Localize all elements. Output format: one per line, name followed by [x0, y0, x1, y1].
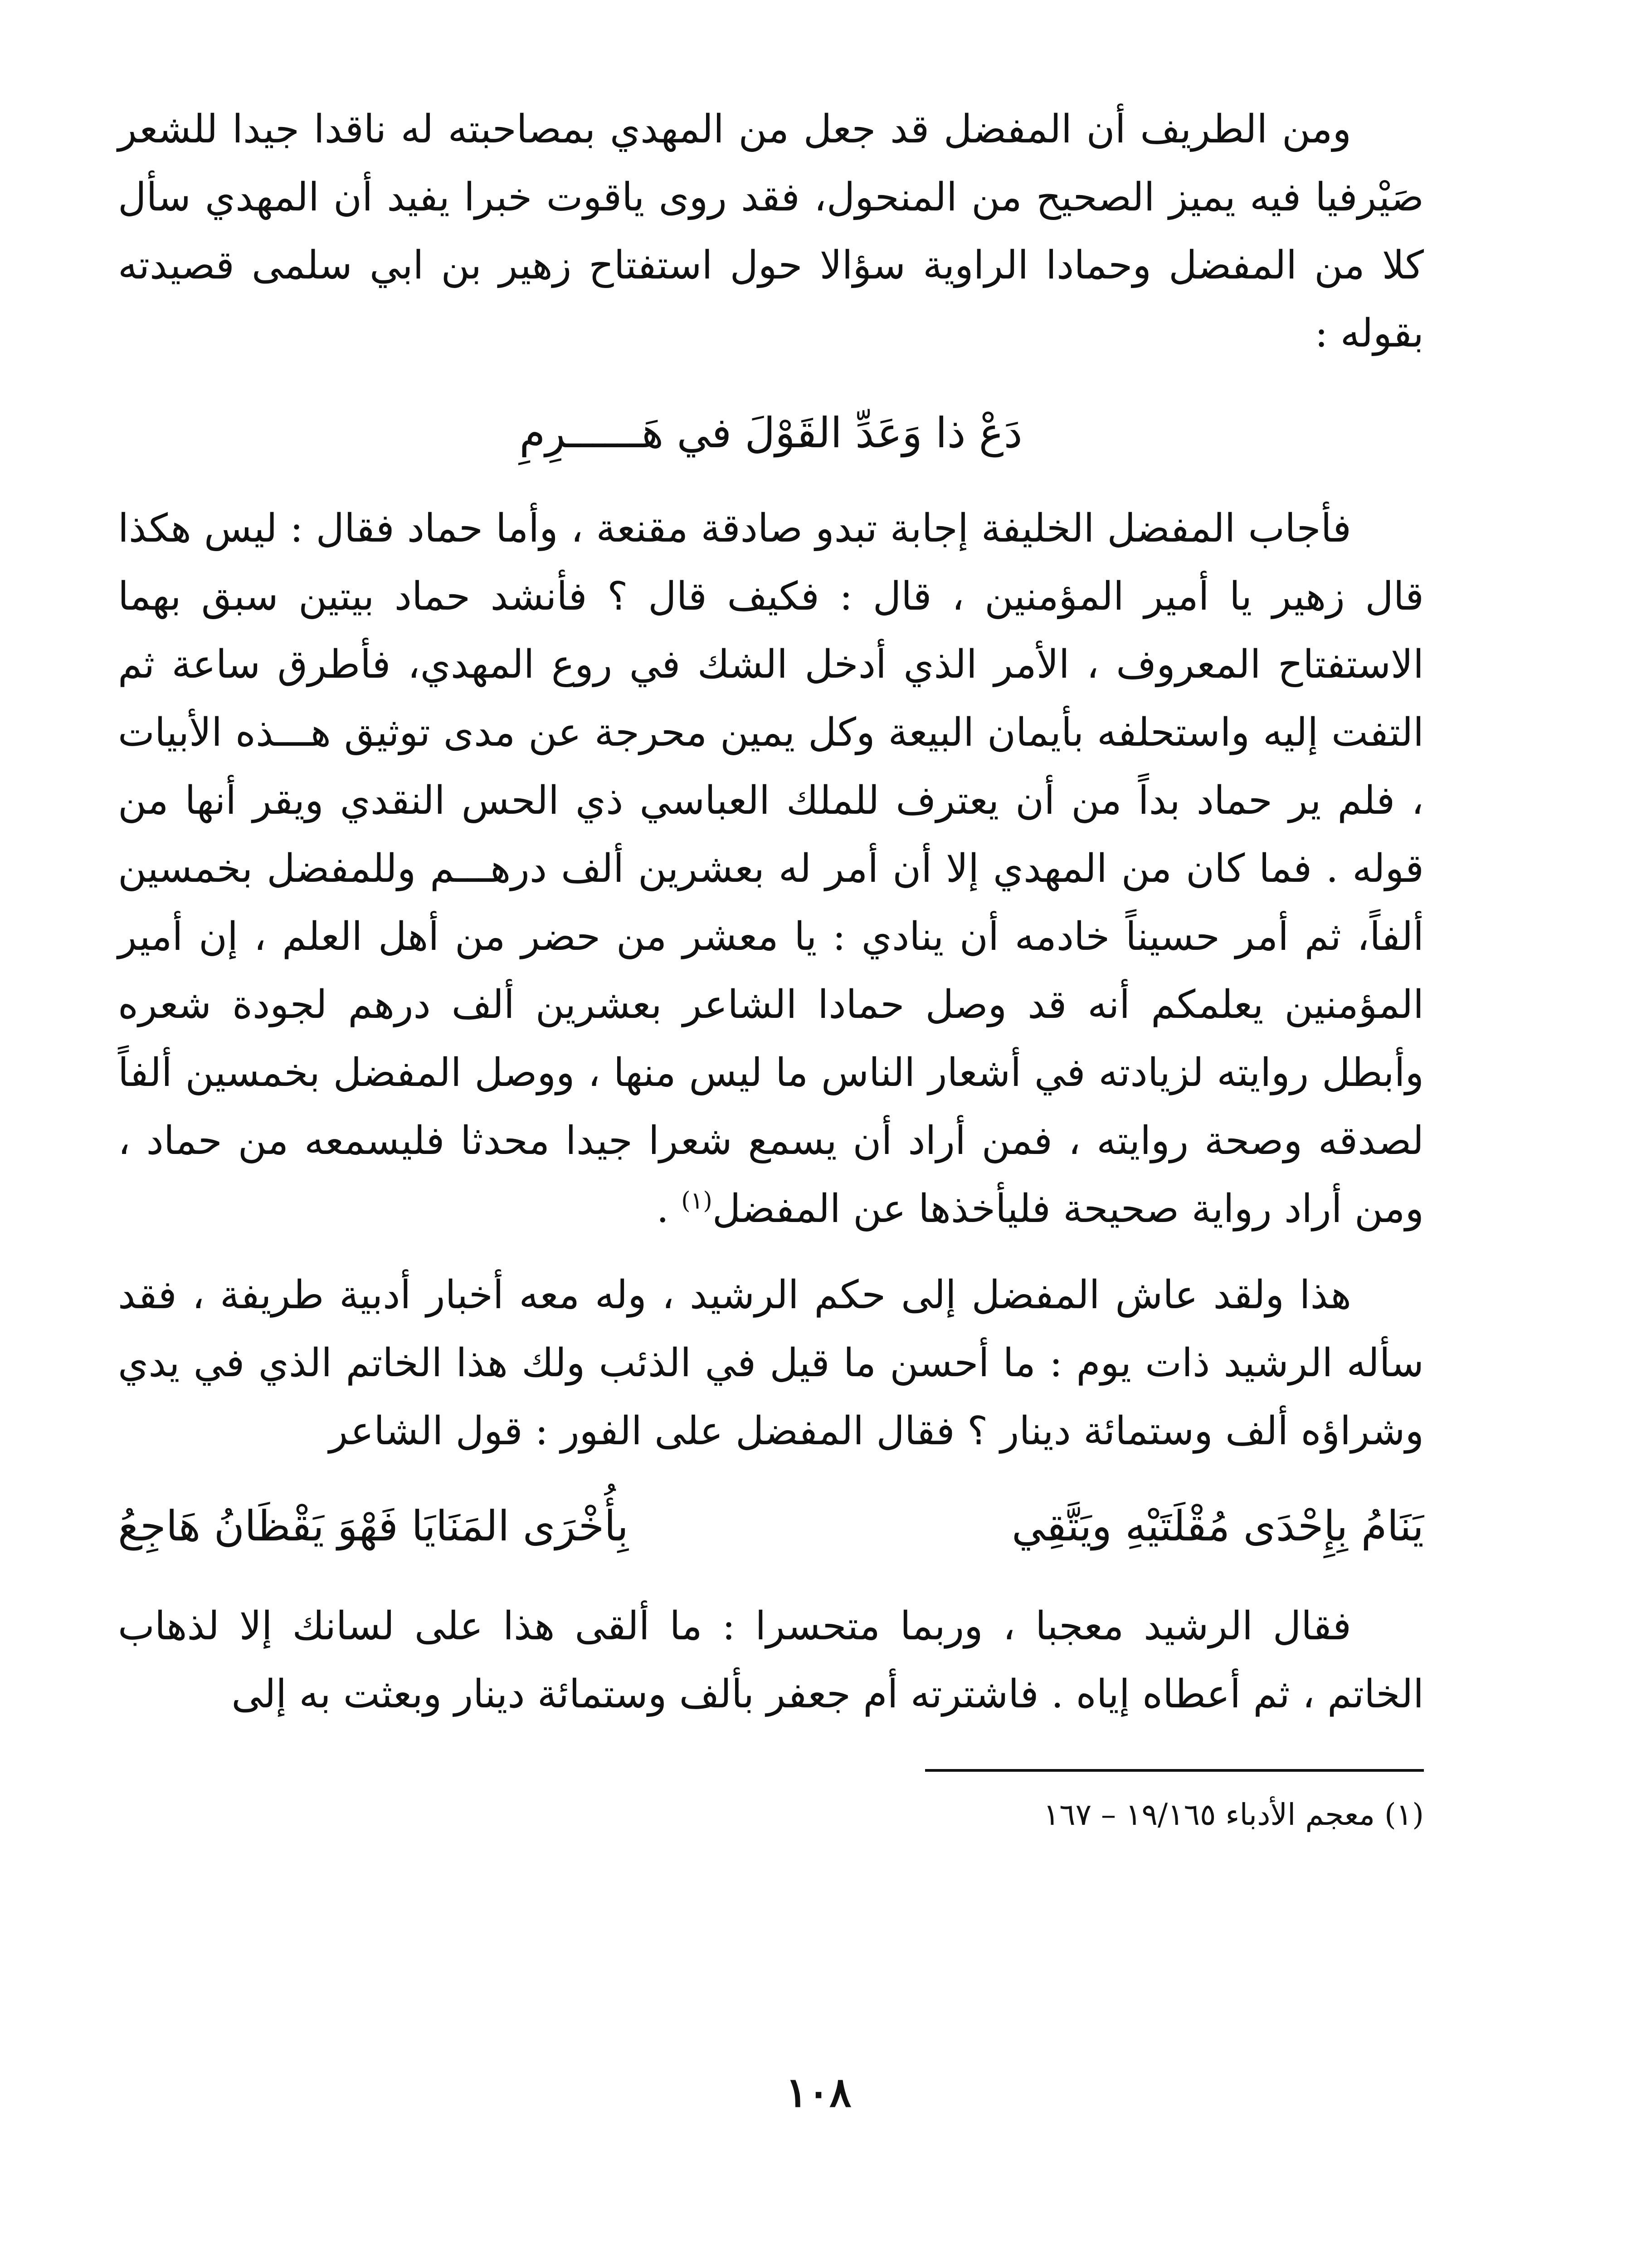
- paragraph-2-end: .: [656, 1186, 669, 1232]
- paragraph-1: ومن الطريف أن المفضل قد جعل من المهدي بمصاحبته له ناقدا جيدا للشعر صَيْرفيا فيه يميز الصحيح من المنحول، فقد روى ياقوت خبرا يفيد أن المهدي سأل كلا من المفضل وحمادا الراوية سؤالا حول استفتاح زهير بن ابي سلمى قصيدته بقوله :: [118, 107, 1424, 356]
- footnote-divider: [925, 1769, 1424, 1772]
- verse-2-first-hemistich: يَنَامُ بِإِحْدَى مُقْلَتَيْهِ ويَتَّقِي: [1011, 1502, 1424, 1550]
- footnote-reference: (١): [681, 1187, 712, 1215]
- paragraph-3: هذا ولقد عاش المفضل إلى حكم الرشيد ، وله معه أخبار أدبية طريفة ، فقد سأله الرشيد ذات يوم : ما أحسن ما قيل في الذئب ولك هذا الخاتم الذي في يدي وشراؤه ألف وستمائة دينار ؟ فقال المفضل على الفور : قول الشاعر: [118, 1272, 1424, 1454]
- verse-1: دَعْ ذا وَعَدِّ القَوْلَ في هَــــــرِمِ: [519, 409, 1023, 457]
- page-body: [118, 95, 1424, 1840]
- paragraph-2: [118, 494, 1424, 1243]
- paragraph-4: فقال الرشيد معجبا ، وربما متحسرا : ما ألقى هذا على لسانك إلا لذهاب الخاتم ، ثم أعطاه إياه . فاشترته أم جعفر بألف وستمائة دينار وبعثت به إلى: [118, 1603, 1424, 1717]
- footnote: (١) معجم الأدباء ١٩/١٦٥ – ١٦٧: [1043, 1797, 1424, 1832]
- verse-2-second-hemistich: بِأُخْرَى المَنَايَا فَهْوَ يَقْظَانُ هَاجِعُ: [118, 1502, 628, 1550]
- page-number: ١٠٨: [785, 2068, 852, 2116]
- verse-2: [118, 1492, 1424, 1560]
- paragraph-2-text: فأجاب المفضل الخليفة إجابة تبدو صادقة مقنعة ، وأما حماد فقال : ليس هكذا قال زهير يا أمير المؤمنين ، قال : فكيف قال ؟ فأنشد حماد بيتين سبق بهما الاستفتاح المعروف ، الأمر الذي أدخل الشك في روع المهدي، فأطرق ساعة ثم التفت إليه واستحلفه بأيمان البيعة وكل يمين محرجة عن مدى توثيق هـــذه الأبيات ، فلم ير حماد بداً من أن يعترف للملك العباسي ذي الحس النقدي ويقر أنها من قوله . فما كان من المهدي إلا أن أمر له بعشرين ألف درهـــم وللمفضل بخمسين ألفاً، ثم أمر حسيناً خادمه أن ينادي : يا معشر من حضر من أهل العلم ، إن أمير المؤمنين يعلمكم أنه قد وصل حمادا الشاعر بعشرين ألف درهم لجودة شعره وأبطل روايته لزيادته في أشعار الناس ما ليس منها ، ووصل المفضل بخمسين ألفاً لصدقه وصحة روايته ، فمن أراد أن يسمع شعرا جيدا محدثا فليسمعه من حماد ، ومن أراد رواية صحيحة فليأخذها عن المفضل: [118, 506, 1424, 1232]
